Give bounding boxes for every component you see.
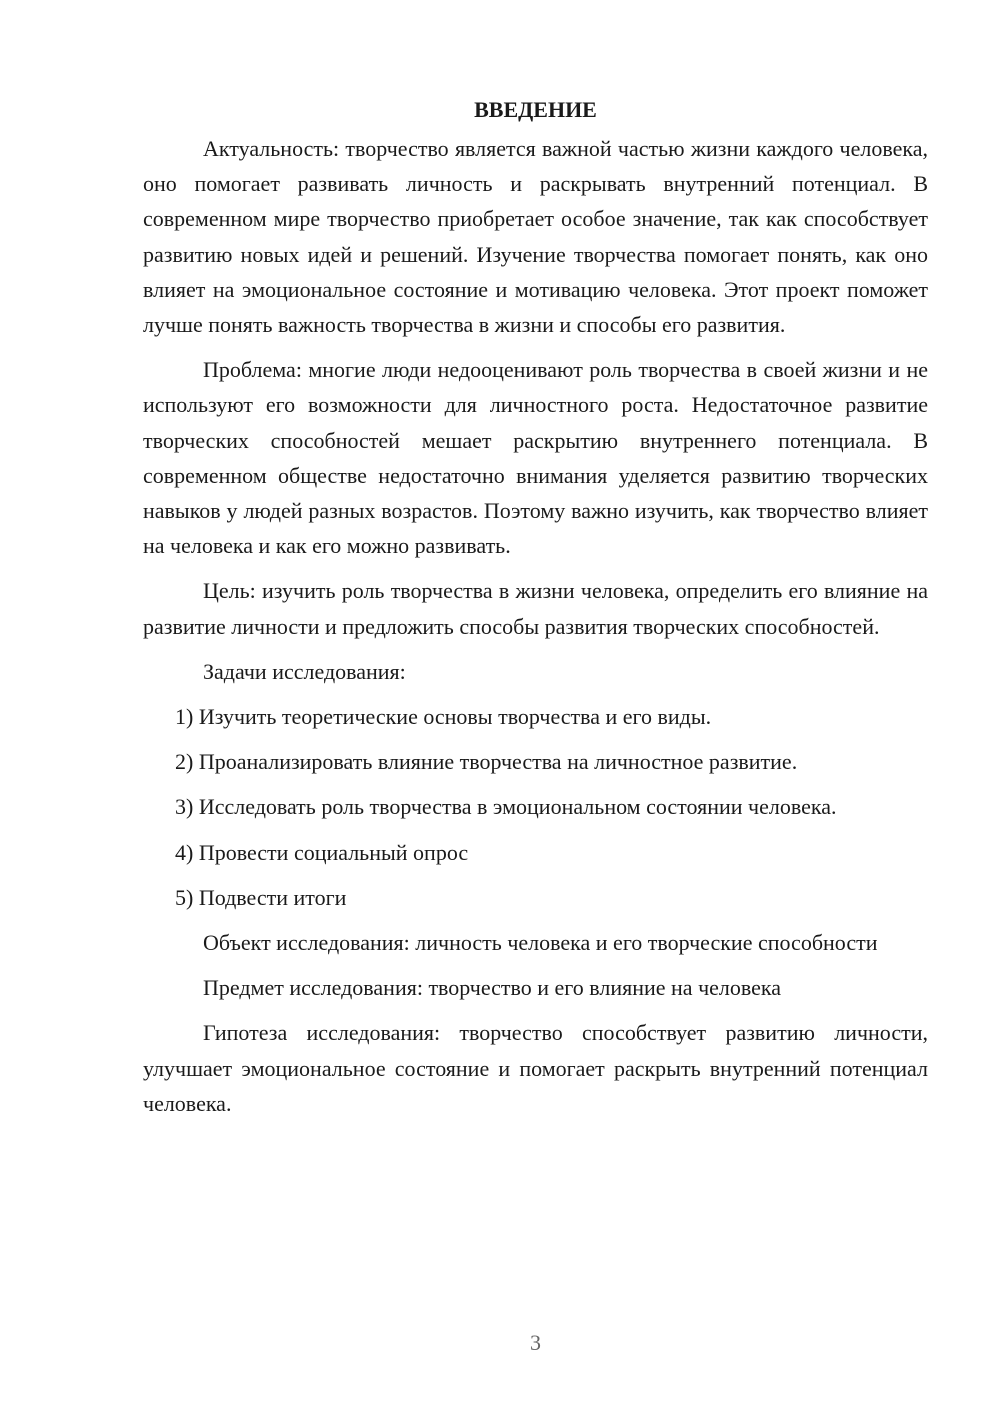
- task-item-5: 5) Подвести итоги: [175, 884, 347, 910]
- subject-paragraph: Предмет исследования: творчество и его влияние на человека: [203, 975, 782, 1001]
- goal-paragraph: Цель: изучить роль творчества в жизни человека, определить его влияние на развитие личности и предложить способы развития творческих способностей.: [143, 578, 928, 639]
- task-item-1: 1) Изучить теоретические основы творчества и его виды.: [175, 704, 712, 730]
- task-item-2: 2) Проанализировать влияние творчества на личностное развитие.: [175, 749, 798, 775]
- page-number: 3: [530, 1330, 541, 1355]
- document-page: [143, 92, 928, 1131]
- task-item-3: 3) Исследовать роль творчества в эмоциональном состоянии человека.: [175, 794, 837, 820]
- page-title: ВВЕДЕНИЕ: [474, 97, 597, 122]
- tasks-heading: Задачи исследования:: [203, 658, 406, 684]
- problem-paragraph: Проблема: многие люди недооценивают роль творчества в своей жизни и не используют его возможности для личностного роста. Недостаточное развитие творческих способностей мешает раскрытию внутреннего потенциала. В современном обществе недостаточно внимания уделяется развитию творческих навыков у людей разных возрастов. Поэтому важно изучить, как творчество влияет на человека и как его можно развивать.: [143, 357, 928, 559]
- object-paragraph: Объект исследования: личность человека и его творческие способности: [203, 930, 878, 956]
- relevance-paragraph: Актуальность: творчество является важной частью жизни каждого человека, оно помогает развивать личность и раскрывать внутренний потенциал. В современном мире творчество приобретает особое значение, так как способствует развитию новых идей и решений. Изучение творчества помогает понять, как оно влияет на эмоциональное состояние и мотивацию человека. Этот проект поможет лучше понять важность творчества в жизни и способы его развития.: [143, 136, 928, 338]
- hypothesis-paragraph: Гипотеза исследования: творчество способствует развитию личности, улучшает эмоциональное состояние и помогает раскрыть внутренний потенциал человека.: [143, 1020, 928, 1116]
- task-item-4: 4) Провести социальный опрос: [175, 839, 469, 865]
